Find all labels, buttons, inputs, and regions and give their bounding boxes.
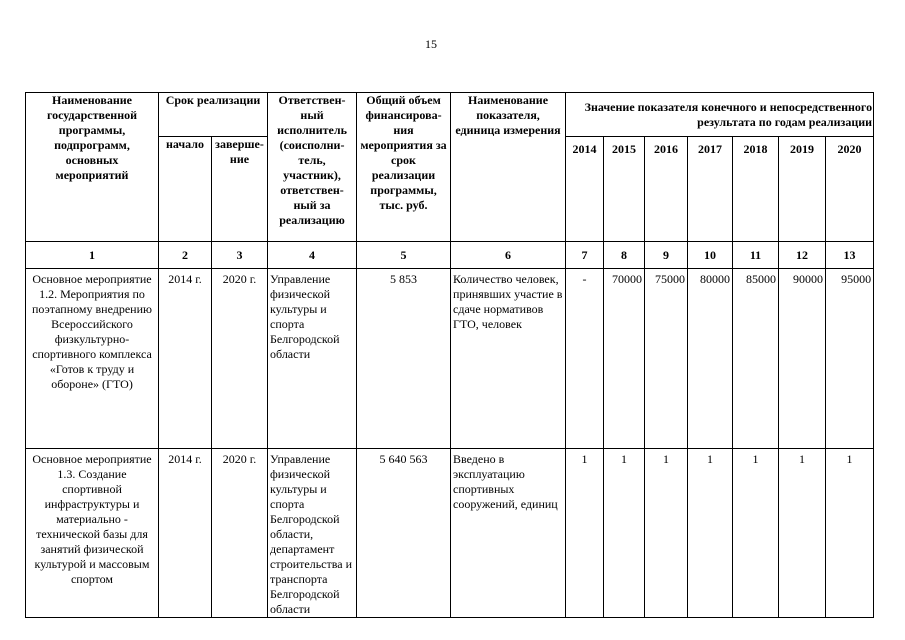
row-value: 1 <box>826 449 874 618</box>
row-value: 75000 <box>645 269 688 449</box>
column-number: 11 <box>733 242 779 269</box>
row-end: 2020 г. <box>212 449 268 618</box>
column-number: 1 <box>26 242 159 269</box>
column-number: 13 <box>826 242 874 269</box>
header-row-1 <box>26 93 874 137</box>
row-responsible: Управление физической культуры и спорта Белгородской области, департамент строительства и транспорта Белгородской области <box>268 449 357 618</box>
program-table <box>25 92 874 618</box>
row-indicator: Введено в эксплуатацию спортивных сооружений, единиц <box>451 449 566 618</box>
row-value: 1 <box>566 449 604 618</box>
row-funding: 5 640 563 <box>357 449 451 618</box>
header-year: 2019 <box>779 137 826 242</box>
column-number: 4 <box>268 242 357 269</box>
column-number: 10 <box>688 242 733 269</box>
column-number: 7 <box>566 242 604 269</box>
header-start: начало <box>159 137 212 242</box>
header-name: Наименование государственной программы, подпрограмм, основных мероприятий <box>26 93 159 242</box>
row-value: 70000 <box>604 269 645 449</box>
row-value: 1 <box>733 449 779 618</box>
column-number: 6 <box>451 242 566 269</box>
column-number: 9 <box>645 242 688 269</box>
column-number: 12 <box>779 242 826 269</box>
page-number: 15 <box>425 37 437 51</box>
header-funding: Общий объем финансирова-ния мероприятия за срок реализации программы, тыс. руб. <box>357 93 451 242</box>
row-value: 95000 <box>826 269 874 449</box>
row-value: 90000 <box>779 269 826 449</box>
header-indicator: Наименование показателя, единица измерения <box>451 93 566 242</box>
header-end: заверше-ние <box>212 137 268 242</box>
header-indicator-values: Значение показателя конечного и непосредственного результата по годам реализации <box>566 93 874 137</box>
header-year: 2014 <box>566 137 604 242</box>
row-name: Основное мероприятие 1.2. Мероприятия по поэтапному внедрению Всероссийского физкультурно-спортивного комплекса «Готов к труду и обороне» (ГТО) <box>26 269 159 449</box>
row-value: 80000 <box>688 269 733 449</box>
row-funding: 5 853 <box>357 269 451 449</box>
row-start: 2014 г. <box>159 269 212 449</box>
row-value: - <box>566 269 604 449</box>
row-start: 2014 г. <box>159 449 212 618</box>
row-value: 1 <box>604 449 645 618</box>
column-number: 5 <box>357 242 451 269</box>
row-responsible: Управление физической культуры и спорта Белгородской области <box>268 269 357 449</box>
header-responsible: Ответствен-ный исполнитель (соисполни-тель, участник), ответствен-ный за реализацию <box>268 93 357 242</box>
table-row <box>26 449 874 618</box>
table-row <box>26 269 874 449</box>
column-number: 8 <box>604 242 645 269</box>
header-year: 2020 <box>826 137 874 242</box>
header-period: Срок реализации <box>159 93 268 137</box>
row-indicator: Количество человек, принявших участие в сдаче нормативов ГТО, человек <box>451 269 566 449</box>
header-year: 2017 <box>688 137 733 242</box>
column-number-row <box>26 242 874 269</box>
column-number: 3 <box>212 242 268 269</box>
row-value: 1 <box>779 449 826 618</box>
header-year: 2016 <box>645 137 688 242</box>
row-value: 1 <box>688 449 733 618</box>
row-name: Основное мероприятие 1.3. Создание спортивной инфраструктуры и материально - технической базы для занятий физической культурой и массовым спортом <box>26 449 159 618</box>
row-value: 85000 <box>733 269 779 449</box>
header-year: 2015 <box>604 137 645 242</box>
header-year: 2018 <box>733 137 779 242</box>
row-end: 2020 г. <box>212 269 268 449</box>
row-value: 1 <box>645 449 688 618</box>
column-number: 2 <box>159 242 212 269</box>
